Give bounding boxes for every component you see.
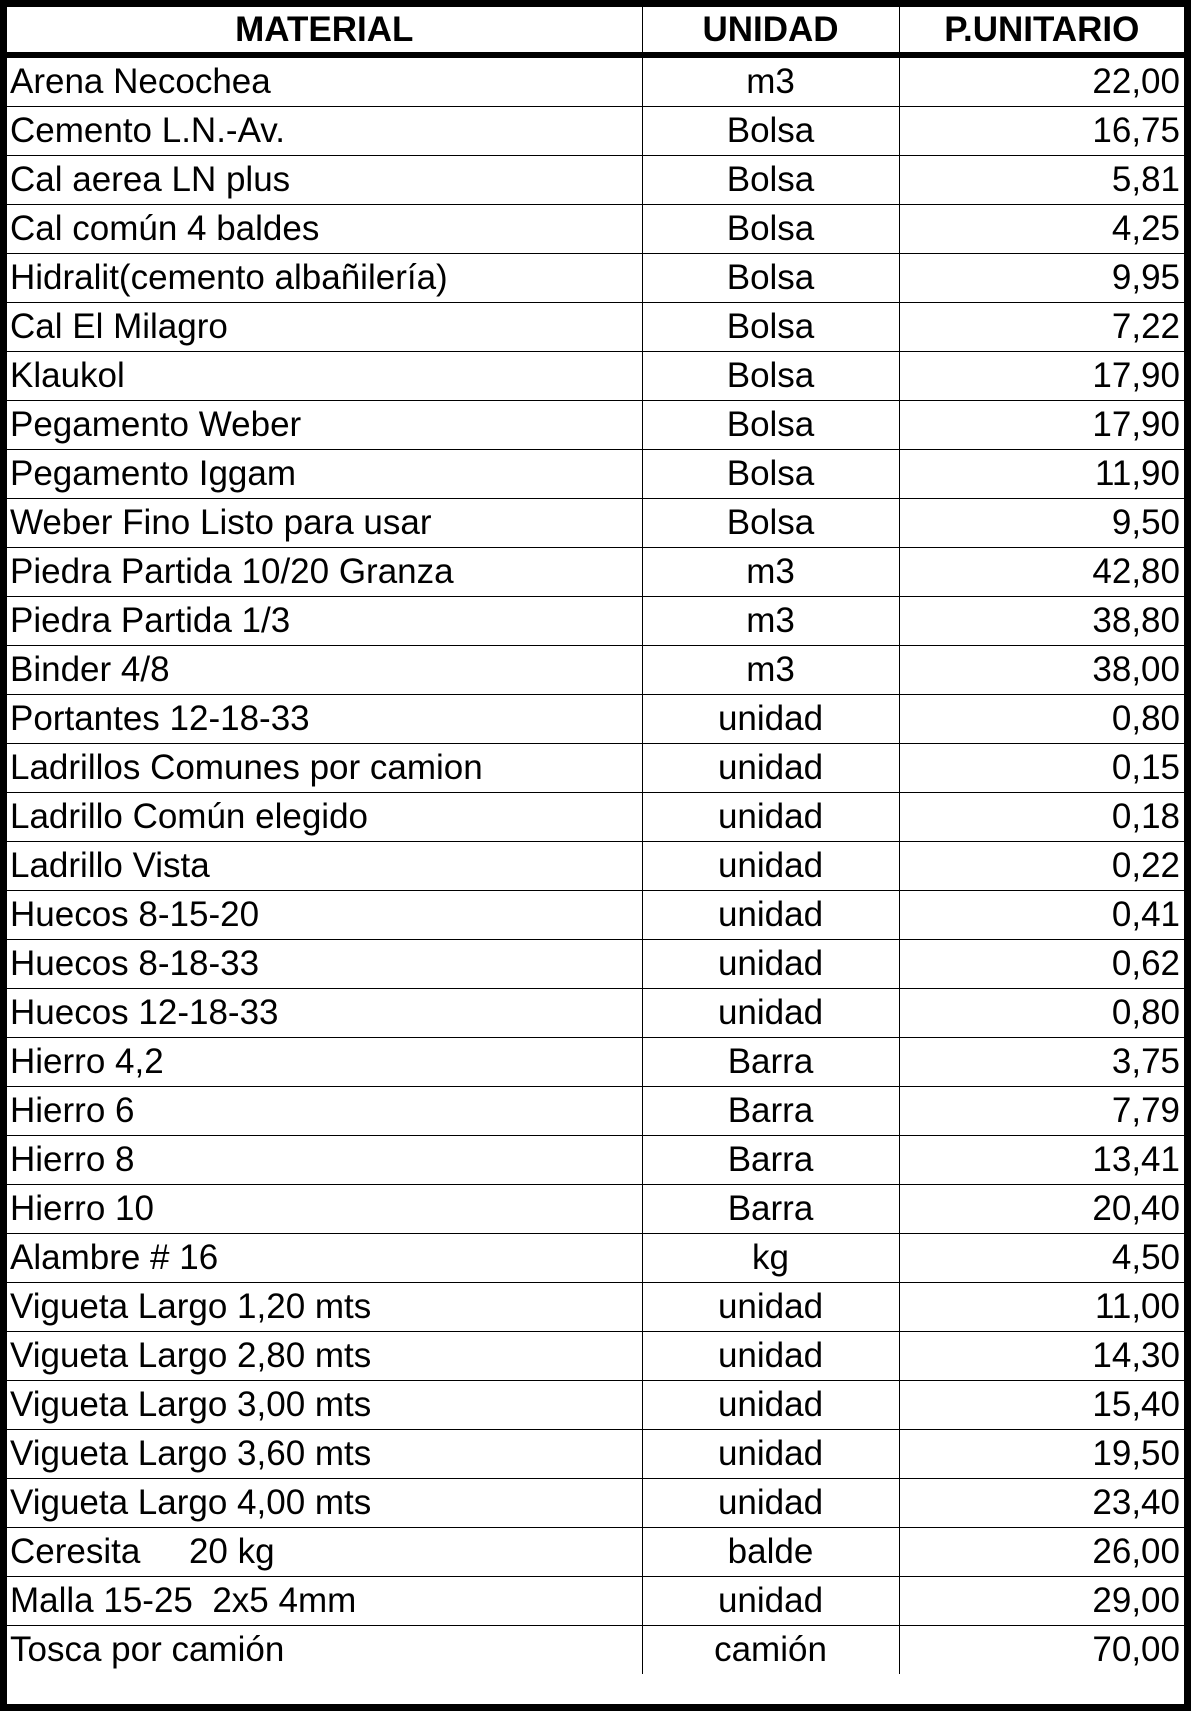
material-cell: Hierro 8 bbox=[7, 1136, 642, 1185]
table-row bbox=[7, 940, 1184, 989]
precio-cell: 0,41 bbox=[899, 891, 1184, 940]
material-cell: Tosca por camión bbox=[7, 1626, 642, 1675]
material-cell: Cal aerea LN plus bbox=[7, 156, 642, 205]
precio-cell: 0,80 bbox=[899, 695, 1184, 744]
precio-cell: 9,50 bbox=[899, 499, 1184, 548]
table-row bbox=[7, 646, 1184, 695]
table-row bbox=[7, 548, 1184, 597]
materials-price-table bbox=[7, 7, 1184, 1674]
precio-cell: 4,25 bbox=[899, 205, 1184, 254]
table-row bbox=[7, 1283, 1184, 1332]
table-row bbox=[7, 695, 1184, 744]
material-cell: Weber Fino Listo para usar bbox=[7, 499, 642, 548]
table-row bbox=[7, 1381, 1184, 1430]
table-row bbox=[7, 1332, 1184, 1381]
unidad-cell: unidad bbox=[642, 1283, 899, 1332]
header-unidad: UNIDAD bbox=[642, 7, 899, 55]
precio-cell: 70,00 bbox=[1092, 1630, 1180, 1669]
unidad-cell: Bolsa bbox=[642, 107, 899, 156]
precio-cell: 7,22 bbox=[899, 303, 1184, 352]
precio-cell: 22,00 bbox=[899, 55, 1184, 107]
material-cell: Hierro 4,2 bbox=[7, 1038, 642, 1087]
material-cell: Vigueta Largo 3,60 mts bbox=[7, 1430, 642, 1479]
unidad-cell: Bolsa bbox=[642, 401, 899, 450]
table-row bbox=[7, 891, 1184, 940]
material-cell: Vigueta Largo 3,00 mts bbox=[7, 1381, 642, 1430]
unidad-cell: unidad bbox=[642, 695, 899, 744]
material-cell: Cal común 4 baldes bbox=[7, 205, 642, 254]
unidad-cell: Bolsa bbox=[642, 450, 899, 499]
precio-cell: 29,00 bbox=[899, 1577, 1184, 1626]
unidad-cell: m3 bbox=[642, 646, 899, 695]
unidad-cell: unidad bbox=[642, 940, 899, 989]
unidad-cell: Bolsa bbox=[642, 205, 899, 254]
unidad-cell: unidad bbox=[642, 1430, 899, 1479]
unidad-cell: m3 bbox=[642, 548, 899, 597]
material-cell: Hidralit(cemento albañilería) bbox=[7, 254, 642, 303]
material-cell: Cal El Milagro bbox=[7, 303, 642, 352]
material-cell: Pegamento Iggam bbox=[7, 450, 642, 499]
material-cell: Ladrillo Vista bbox=[7, 842, 642, 891]
header-row bbox=[7, 7, 1184, 55]
material-cell: Huecos 12-18-33 bbox=[7, 989, 642, 1038]
precio-cell: 38,80 bbox=[899, 597, 1184, 646]
material-cell: Hierro 10 bbox=[7, 1185, 642, 1234]
precio-cell: 42,80 bbox=[899, 548, 1184, 597]
precio-cell: 19,50 bbox=[899, 1430, 1184, 1479]
table-row bbox=[7, 1528, 1184, 1577]
table-row bbox=[7, 205, 1184, 254]
material-cell: Ladrillos Comunes por camion bbox=[7, 744, 642, 793]
table-row bbox=[7, 450, 1184, 499]
unidad-cell: balde bbox=[642, 1528, 899, 1577]
precio-cell: 13,41 bbox=[899, 1136, 1184, 1185]
table-row bbox=[7, 1479, 1184, 1528]
table-row bbox=[7, 1038, 1184, 1087]
precio-cell: 15,40 bbox=[899, 1381, 1184, 1430]
precio-cell: 23,40 bbox=[899, 1479, 1184, 1528]
material-cell: Piedra Partida 1/3 bbox=[7, 597, 642, 646]
table-row bbox=[7, 352, 1184, 401]
table-row bbox=[7, 989, 1184, 1038]
table-row bbox=[7, 1136, 1184, 1185]
material-cell: Arena Necochea bbox=[7, 55, 642, 107]
unidad-cell: unidad bbox=[642, 793, 899, 842]
material-cell: Vigueta Largo 2,80 mts bbox=[7, 1332, 642, 1381]
precio-cell: 14,30 bbox=[899, 1332, 1184, 1381]
unidad-cell: unidad bbox=[642, 891, 899, 940]
precio-cell: 16,75 bbox=[899, 107, 1184, 156]
precio-cell: 11,90 bbox=[899, 450, 1184, 499]
material-cell: Ladrillo Común elegido bbox=[7, 793, 642, 842]
material-cell: Malla 15-25 2x5 4mm bbox=[7, 1577, 642, 1626]
table-row bbox=[7, 1185, 1184, 1234]
material-cell: Vigueta Largo 1,20 mts bbox=[7, 1283, 642, 1332]
unidad-cell: Bolsa bbox=[642, 303, 899, 352]
unidad-cell: m3 bbox=[642, 597, 899, 646]
precio-cell: 17,90 bbox=[899, 352, 1184, 401]
precio-cell: 17,90 bbox=[899, 401, 1184, 450]
unidad-cell: unidad bbox=[642, 1479, 899, 1528]
table-row bbox=[7, 499, 1184, 548]
table-row bbox=[7, 254, 1184, 303]
unidad-cell: Barra bbox=[642, 1185, 899, 1234]
unidad-cell: Barra bbox=[642, 1087, 899, 1136]
table-row bbox=[7, 107, 1184, 156]
header-precio-unitario: P.UNITARIO bbox=[899, 7, 1184, 55]
precio-cell: 26,00 bbox=[899, 1528, 1184, 1577]
precio-cell: 38,00 bbox=[899, 646, 1184, 695]
material-cell: Binder 4/8 bbox=[7, 646, 642, 695]
table-row bbox=[7, 1430, 1184, 1479]
precio-cell: 3,75 bbox=[899, 1038, 1184, 1087]
material-cell: Pegamento Weber bbox=[7, 401, 642, 450]
unidad-cell: camión bbox=[642, 1626, 899, 1675]
precio-cell: 11,00 bbox=[899, 1283, 1184, 1332]
precio-cell: 0,62 bbox=[899, 940, 1184, 989]
unidad-cell: Barra bbox=[642, 1136, 899, 1185]
unidad-cell: Bolsa bbox=[642, 499, 899, 548]
precio-cell: 0,15 bbox=[899, 744, 1184, 793]
unidad-cell: unidad bbox=[642, 989, 899, 1038]
precio-cell: 0,80 bbox=[899, 989, 1184, 1038]
unidad-cell: unidad bbox=[642, 1577, 899, 1626]
material-cell: Klaukol bbox=[7, 352, 642, 401]
unidad-cell: Barra bbox=[642, 1038, 899, 1087]
unidad-cell: unidad bbox=[642, 1381, 899, 1430]
table-row bbox=[7, 1626, 1184, 1675]
material-cell: Hierro 6 bbox=[7, 1087, 642, 1136]
table-row bbox=[7, 55, 1184, 107]
table-row bbox=[7, 156, 1184, 205]
precio-cell: 20,40 bbox=[899, 1185, 1184, 1234]
header-material: MATERIAL bbox=[7, 7, 642, 55]
unidad-cell: unidad bbox=[642, 842, 899, 891]
unidad-cell: kg bbox=[642, 1234, 899, 1283]
table-row bbox=[7, 842, 1184, 891]
precio-cell: 9,95 bbox=[899, 254, 1184, 303]
material-cell: Portantes 12-18-33 bbox=[7, 695, 642, 744]
table-row bbox=[7, 303, 1184, 352]
precio-cell: 7,79 bbox=[899, 1087, 1184, 1136]
unidad-cell: Bolsa bbox=[642, 156, 899, 205]
table-row bbox=[7, 744, 1184, 793]
unidad-cell: unidad bbox=[642, 1332, 899, 1381]
unidad-cell: Bolsa bbox=[642, 352, 899, 401]
table-row bbox=[7, 597, 1184, 646]
precio-cell: 5,81 bbox=[899, 156, 1184, 205]
material-cell: Cemento L.N.-Av. bbox=[7, 107, 642, 156]
unidad-cell: m3 bbox=[642, 55, 899, 107]
material-cell: Alambre # 16 bbox=[7, 1234, 642, 1283]
table-row bbox=[7, 1087, 1184, 1136]
precio-cell: 0,22 bbox=[899, 842, 1184, 891]
unidad-cell: Bolsa bbox=[642, 254, 899, 303]
material-cell: Vigueta Largo 4,00 mts bbox=[7, 1479, 642, 1528]
material-cell: Ceresita 20 kg bbox=[7, 1528, 642, 1577]
table-row bbox=[7, 1577, 1184, 1626]
table-row bbox=[7, 1234, 1184, 1283]
unidad-cell: unidad bbox=[642, 744, 899, 793]
material-cell: Huecos 8-18-33 bbox=[7, 940, 642, 989]
precio-cell: 0,18 bbox=[899, 793, 1184, 842]
material-cell: Huecos 8-15-20 bbox=[7, 891, 642, 940]
table-row bbox=[7, 793, 1184, 842]
precio-cell: 4,50 bbox=[899, 1234, 1184, 1283]
table-row bbox=[7, 401, 1184, 450]
material-cell: Piedra Partida 10/20 Granza bbox=[7, 548, 642, 597]
